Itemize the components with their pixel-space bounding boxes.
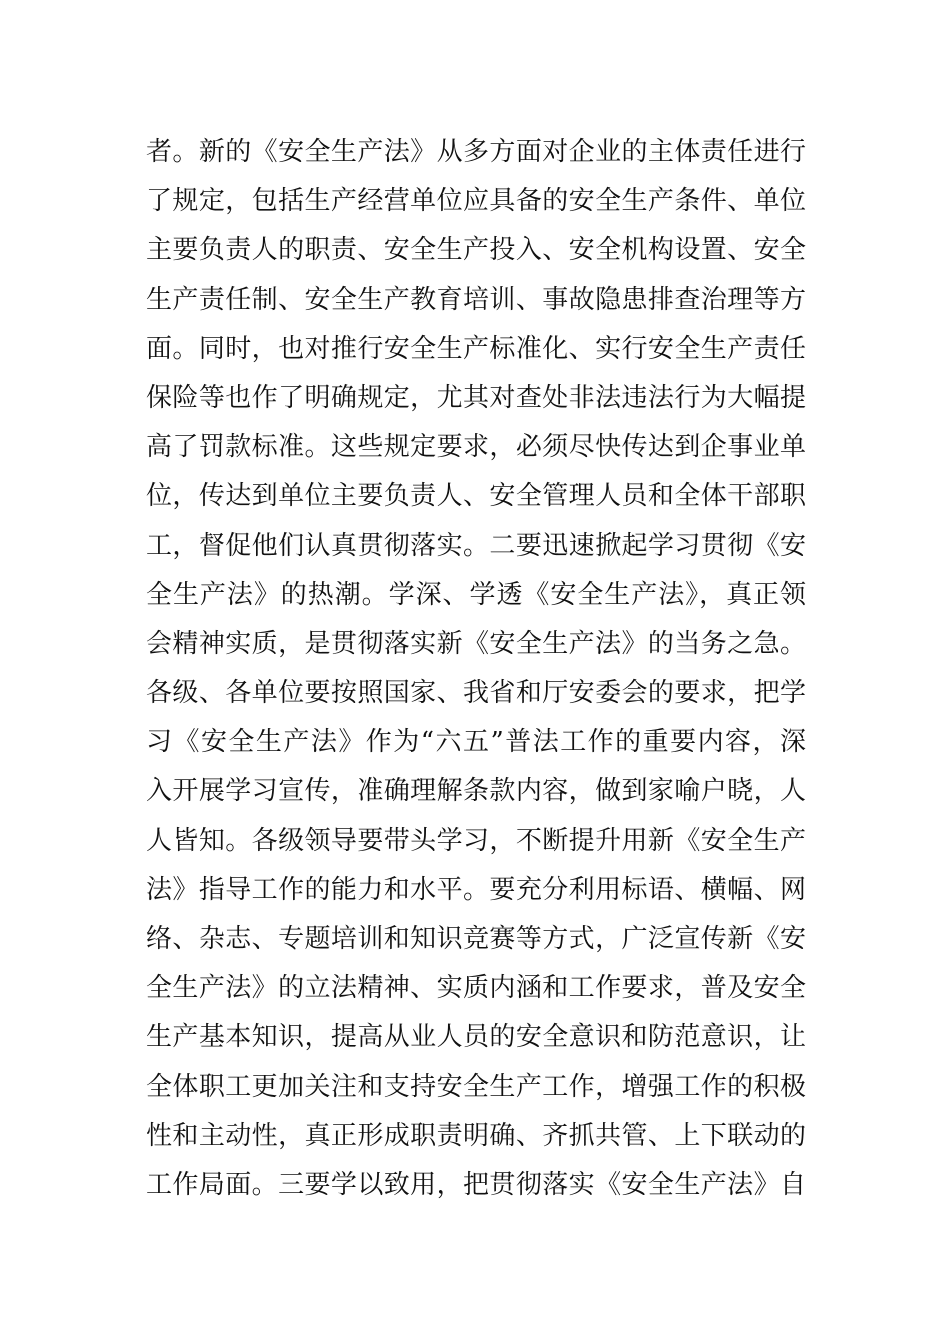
- text-line: 全生产法》的立法精神、实质内涵和工作要求，普及安全: [146, 973, 806, 1004]
- text-line: 工，督促他们认真贯彻落实。二要迅速掀起学习贯彻《安: [146, 530, 806, 561]
- text-line: 高了罚款标准。这些规定要求，必须尽快传达到企事业单: [146, 432, 806, 463]
- text-line: 性和主动性，真正形成职责明确、齐抓共管、上下联动的: [146, 1120, 806, 1151]
- text-line: 了规定，包括生产经营单位应具备的安全生产条件、单位: [146, 186, 806, 217]
- text-line: 生产责任制、安全生产教育培训、事故隐患排查治理等方: [146, 284, 806, 315]
- text-line: 保险等也作了明确规定，尤其对查处非法违法行为大幅提: [146, 382, 806, 413]
- text-line: 者。新的《安全生产法》从多方面对企业的主体责任进行: [146, 137, 806, 167]
- text-line: 主要负责人的职责、安全生产投入、安全机构设置、安全: [146, 235, 806, 266]
- text-line: 面。同时，也对推行安全生产标准化、实行安全生产责任: [146, 333, 806, 364]
- text-line: 人皆知。各级领导要带头学习，不断提升用新《安全生产: [146, 825, 806, 856]
- text-line: 位，传达到单位主要负责人、安全管理人员和全体干部职: [146, 481, 806, 512]
- text-line: 各级、各单位要按照国家、我省和厅安委会的要求，把学: [146, 678, 806, 709]
- text-line: 习《安全生产法》作为“六五”普法工作的重要内容，深: [146, 727, 806, 758]
- body-text: [146, 128, 806, 1210]
- text-line: 入开展学习宣传，准确理解条款内容，做到家喻户晓，人: [146, 776, 806, 807]
- text-line: 生产基本知识，提高从业人员的安全意识和防范意识，让: [146, 1022, 806, 1053]
- text-line: 全体职工更加关注和支持安全生产工作，增强工作的积极: [146, 1071, 806, 1102]
- text-line: 络、杂志、专题培训和知识竞赛等方式，广泛宣传新《安: [146, 924, 806, 954]
- text-line: 会精神实质，是贯彻落实新《安全生产法》的当务之急。: [146, 628, 806, 659]
- text-line: 工作局面。三要学以致用，把贯彻落实《安全生产法》自: [146, 1169, 806, 1200]
- text-line: 法》指导工作的能力和水平。要充分利用标语、横幅、网: [146, 874, 806, 905]
- text-line: 全生产法》的热潮。学深、学透《安全生产法》，真正领: [146, 579, 806, 610]
